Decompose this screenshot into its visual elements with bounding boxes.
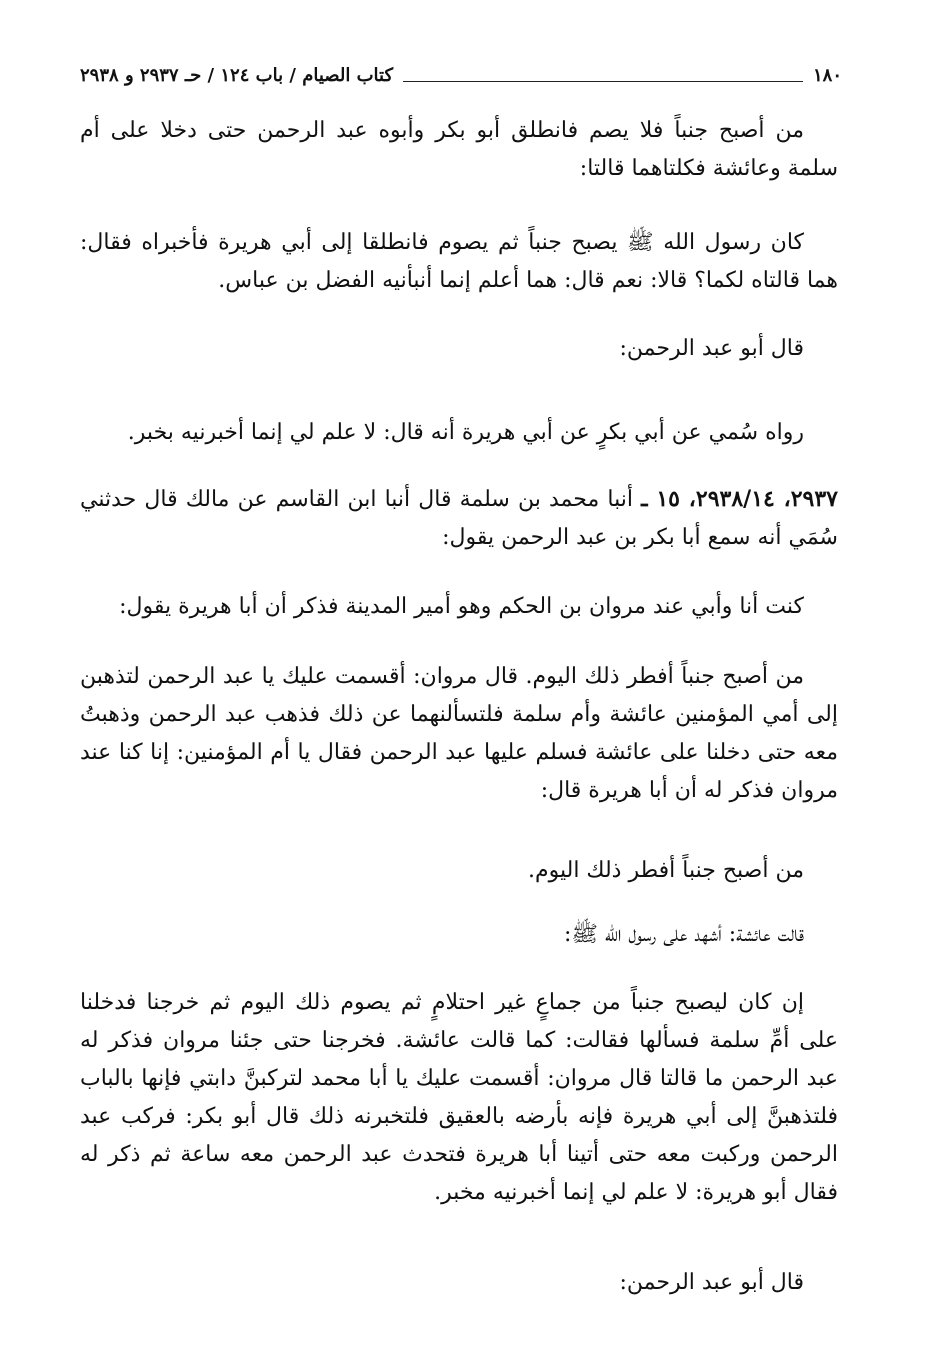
paragraph-7: من أصبح جنباً أفطر ذلك اليوم. قال مروان: أقسمت عليك يا عبد الرحمن لتذهبن إلى أمي المؤمنين عائشة وأم سلمة فلتسألنهما عن ذلك فذهب عبد الرحمن وذهبتُ معه حتى دخلنا على عائشة فسلم عليها عبد الرحمن فقال يا أم المؤمنين: إنا كنا عند مروان فذكر له أن أبا هريرة قال: xyxy=(80,664,838,803)
paragraph-8: من أصبح جنباً أفطر ذلك اليوم. xyxy=(528,858,804,883)
hadith-paragraph xyxy=(80,480,838,557)
paragraph-5-text: أنبا محمد بن سلمة قال أنبا ابن القاسم عن مالك قال حدثني سُمَي أنه سمع أبا بكر بن عبد الرحمن يقول: xyxy=(80,487,838,550)
paragraph-6: كنت أنا وأبي عند مروان بن الحكم وهو أمير المدينة فذكر أن أبا هريرة يقول: xyxy=(119,594,804,619)
paragraph-3: قال أبو عبد الرحمن: xyxy=(619,336,804,361)
hadith-number: ٢٩٣٧، ٢٩٣٨/١٤، ١٥ ـ xyxy=(641,486,838,512)
page-header xyxy=(80,62,842,88)
paragraph-4: رواه سُمي عن أبي بكرٍ عن أبي هريرة أنه قال: لا علم لي إنما أخبرنيه بخبر. xyxy=(127,420,804,445)
paragraph-9: قالت عائشة: أشهد على رسول الله ﷺ: xyxy=(563,922,804,947)
paragraph-11: قال أبو عبد الرحمن: xyxy=(619,1270,804,1295)
paragraph-1: من أصبح جنباً فلا يصم فانطلق أبو بكر وأبوه عبد الرحمن حتى دخلا على أم سلمة وعائشة فكلتاهما قالتا: xyxy=(80,118,838,181)
running-title: كتاب الصيام / باب ١٢٤ / حـ ٢٩٣٧ و ٢٩٣٨ xyxy=(80,64,394,86)
paragraph-2: كان رسول الله ﷺ يصبح جنباً ثم يصوم فانطلقا إلى أبي هريرة فأخبراه فقال: هما قالتاه لكما؟ قالا: نعم قال: هما أعلم إنما أنبأنيه الفضل بن عباس. xyxy=(80,230,838,293)
paragraph-10: إن كان ليصبح جنباً من جماعٍ غير احتلامٍ ثم يصوم ذلك اليوم ثم خرجنا فدخلنا على أمِّ سلمة فسألها فقالت: كما قالت عائشة. فخرجنا حتى جئنا مروان فذكر له عبد الرحمن ما قالتا قال مروان: أقسمت عليك يا أبا محمد لتركبنَّ دابتي فإنها بالباب فلتذهبنَّ إلى أبي هريرة فإنه بأرضه بالعقيق فلتخبرنه ذلك قال أبو بكر: فركب عبد الرحمن وركبت معه حتى أتينا أبا هريرة فتحدث عبد الرحمن معه ساعة ثم ذكر له فقال أبو هريرة: لا علم لي إنما أخبرنيه مخبر. xyxy=(80,990,838,1205)
header-rule xyxy=(403,81,803,82)
page-number: ١٨٠ xyxy=(812,64,842,86)
